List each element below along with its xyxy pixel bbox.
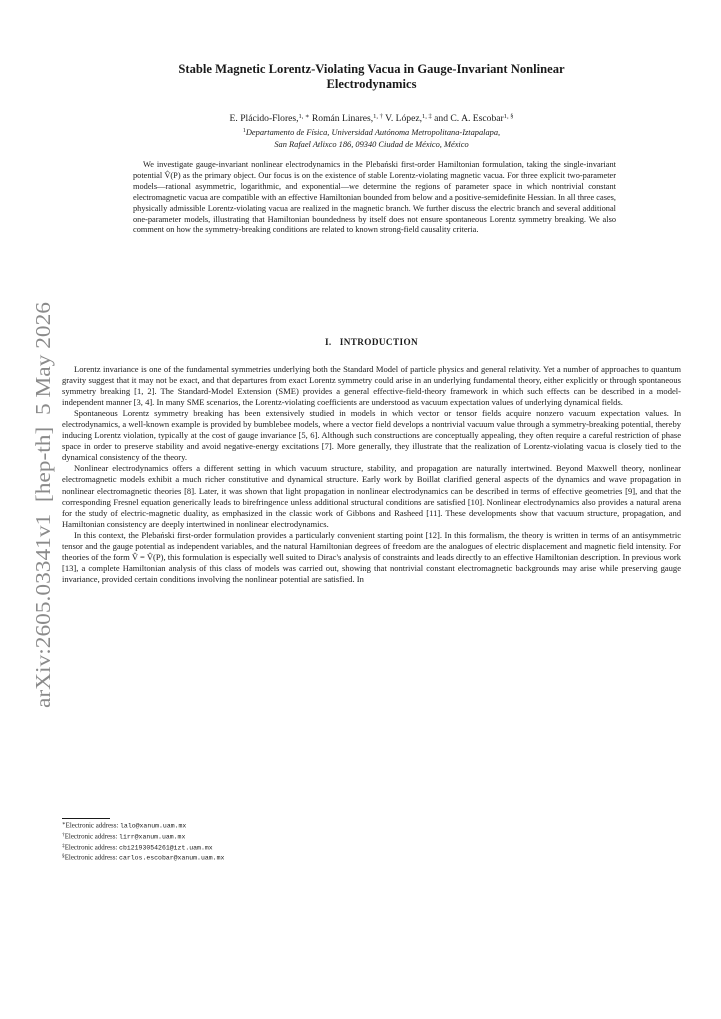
footnote: §Electronic address: carlos.escobar@xanum.uam.mx bbox=[62, 853, 225, 862]
arxiv-identifier-stamp bbox=[10, 298, 62, 708]
author-name: C. A. Escobar bbox=[450, 113, 504, 124]
author-name: E. Plácido-Flores, bbox=[229, 113, 299, 124]
abstract: We investigate gauge-invariant nonlinear electrodynamics in the Plebański first-order Hamiltonian formulation, taking the single-invariant potential V̂(P) as the primary object. Our focus is on the existence of stable Lorentz-violating magnetic vacua. For three explicit two-parameter models—rational asymmetric, logarithmic, and exponential—we determine the regions of parameter space in which nontrivial constant electromagnetic vacua are compatible with an effective Hamiltonian bounded from below and a positive-semidefinite Hessian. In all three cases, physically admissible Lorentz-violating vacua are realized in the magnetic branch. We further discuss the electric branch and several additional one-parameter models, illustrating that Hamiltonian boundedness by itself does not ensure spontaneous Lorentz symmetry breaking. We also comment on how the symmetry-breaking conditions are related to known strong-field causality criteria. bbox=[133, 160, 616, 235]
author-marks: 1, ∗ bbox=[298, 113, 310, 120]
footnotes bbox=[62, 820, 462, 863]
affiliation-line-2: San Rafael Atlixco 186, 09340 Ciudad de México, México bbox=[274, 139, 469, 149]
footnote-mark: † bbox=[62, 831, 65, 838]
footnote: ‡Electronic address: cbi2193054261@izt.uam.mx bbox=[62, 842, 213, 852]
paragraph: Spontaneous Lorentz symmetry breaking has been extensively studied in models in which vector or tensor fields acquire nonzero vacuum expectation values. In electrodynamics, a well-known example is provided by bumblebee models, where a vector field develops a nontrivial vacuum value through a symmetry-breaking potential, thereby inducing Lorentz violation, typically at the cost of gauge invariance [5, 6]. Although such constructions are conceptually appealing, they often require a careful restriction of phase space in order to preserve stability and avoid negative-energy excitations [7]. More generally, they illustrate that the realization of Lorentz-violating vacua is closely tied to the dynamical consistency of the theory. bbox=[62, 408, 681, 463]
title-line-2: Electrodynamics bbox=[326, 77, 417, 91]
email-address: cbi2193054261@izt.uam.mx bbox=[119, 844, 213, 852]
footnote-mark: ‡ bbox=[62, 842, 65, 849]
section-number: I. bbox=[324, 337, 332, 347]
affiliation-line-1: Departamento de Física, Universidad Autónoma Metropolitana-Iztapalapa, bbox=[245, 128, 501, 137]
title-line-1: Stable Magnetic Lorentz-Violating Vacua in Gauge-Invariant Nonlinear bbox=[178, 62, 565, 76]
footnote: †Electronic address: lirr@xanum.uam.mx bbox=[62, 831, 186, 841]
paper-title bbox=[90, 62, 653, 92]
author-marks: 1, ‡ bbox=[422, 113, 432, 120]
section-title: INTRODUCTION bbox=[339, 337, 419, 347]
email-address: lalo@xanum.uam.mx bbox=[120, 822, 187, 830]
arxiv-stamp-text: arXiv:2605.03341v1 [hep-th] 5 May 2026 bbox=[31, 334, 55, 708]
email-address: carlos.escobar@xanum.uam.mx bbox=[119, 854, 225, 862]
author-name: Román Linares, bbox=[311, 113, 374, 124]
author-name: V. López, bbox=[385, 113, 422, 124]
footnote-mark: ∗ bbox=[62, 821, 66, 827]
author-marks: 1, † bbox=[373, 113, 383, 120]
footnote-mark: § bbox=[62, 853, 65, 860]
paragraph: In this context, the Plebański first-order formulation provides a particularly convenient starting point [12]. In this formalism, the theory is written in terms of an antisymmetric tensor and the gauge potential as independent variables, and the natural Hamiltonian degrees of freedom are the analogues of electric displacement and magnetic field intensity. For theories of the form V̂ = V̂(P), this formulation is especially well suited to Dirac's analysis of constraints and leads directly to an effective Hamiltonian description. In previous work [13], a complete Hamiltonian analysis of this class of models was carried out, showing that nontrivial constant electromagnetic backgrounds may arise while preserving gauge invariance, provided certain conditions involving the nonlinear potential are satisfied. In bbox=[62, 529, 681, 584]
author-marks: 1, § bbox=[503, 113, 514, 120]
footnote: ∗Electronic address: lalo@xanum.uam.mx bbox=[62, 821, 187, 830]
author-list: E. Plácido-Flores,$^{1, ∗}$ Román Linares,$^{1, \dagger}$ V. López,$^{1, \ddagger}$ and C. A. Escobar$^{1, \S}$ bbox=[229, 113, 514, 124]
affiliation bbox=[90, 126, 653, 150]
email-address: lirr@xanum.uam.mx bbox=[119, 833, 186, 841]
affiliation-mark: 1 bbox=[242, 128, 246, 134]
paragraph: Lorentz invariance is one of the fundamental symmetries underlying both the Standard Model of particle physics and general relativity. Yet a number of approaches to quantum gravity suggest that it may not be exact, and that departures from exact Lorentz symmetry could arise in an underlying fundamental theory, either explicitly or through spontaneous symmetry breaking [1, 2]. The Standard-Model Extension (SME) provides a general effective-field-theory framework in which such effects can be described in a model-independent manner [3, 4]. In many SME scenarios, the Lorentz-violating coefficients are understood as vacuum expectation values of underlying dynamical fields. bbox=[62, 364, 681, 408]
introduction-body bbox=[62, 364, 681, 585]
footnote-separator bbox=[62, 818, 110, 819]
paragraph: Nonlinear electrodynamics offers a different setting in which vacuum structure, stability, and propagation are naturally intertwined. Beyond Maxwell theory, nonlinear electromagnetic models exhibit a much richer constitutive and dynamical structure. Early work by Boillat clarified general aspects of the dynamics and wave propagation in nonlinear electromagnetic theories [8]. Later, it was shown that light propagation in nonlinear electrodynamics can be described in terms of effective geometries [9], and that the corresponding Fresnel equation generically leads to birefringence unless additional structural conditions are satisfied [10]. Nonlinear electrodynamics also provides a natural arena for the study of electric-magnetic duality, as emphasized in the classic work of Gibbons and Rasheed [11]. These developments show that vacuum structure, propagation, and Hamiltonian consistency are deeply intertwined in nonlinear electrodynamics. bbox=[62, 463, 681, 529]
section-heading bbox=[60, 337, 683, 347]
